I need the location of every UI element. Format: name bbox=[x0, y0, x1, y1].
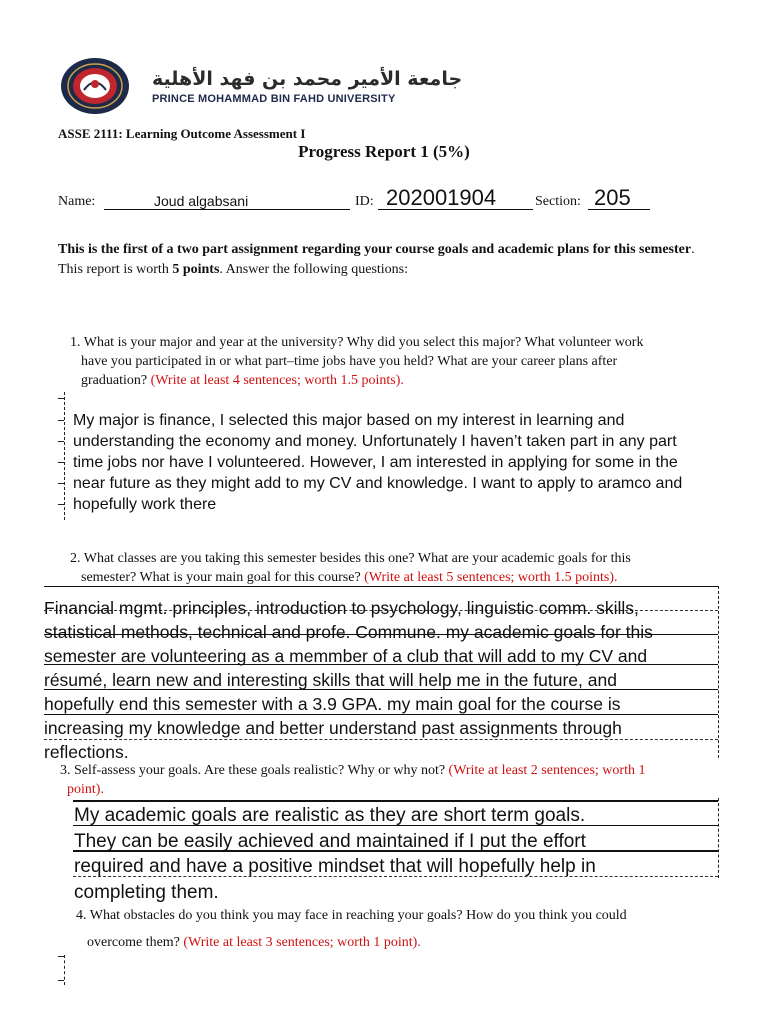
answer-4-margin bbox=[64, 955, 65, 985]
question-1 bbox=[70, 333, 740, 390]
margin-tick bbox=[58, 956, 64, 957]
answer-line: increasing my knowledge and better understand past assignments through bbox=[44, 718, 622, 738]
intro-text1: . This report is worth bbox=[58, 242, 695, 277]
question-1-instruction: (Write at least 4 sentences; worth 1.5 points). bbox=[150, 373, 404, 388]
answer-line: required and have a positive mindset that will hopefully help in bbox=[74, 856, 596, 877]
question-4-instruction: (Write at least 3 sentences; worth 1 point). bbox=[183, 935, 421, 950]
name-value: Joud algabsani bbox=[154, 193, 249, 209]
margin-tick bbox=[58, 398, 64, 399]
answer-line: reflections. bbox=[44, 742, 129, 762]
margin-tick bbox=[58, 441, 64, 442]
name-label: Name: bbox=[58, 194, 96, 209]
answer-line: understanding the economy and money. Unfortunately I haven’t taken part in any part bbox=[73, 433, 677, 450]
margin-tick bbox=[58, 483, 64, 484]
answer-line: hopefully end this semester with a 3.9 GPA. my main goal for the course is bbox=[44, 694, 621, 714]
answer-line: Financial mgmt. principles, introduction to psychology, linguistic comm. skills, bbox=[44, 598, 639, 618]
question-1-line2: have you participated in or what part–time jobs have you held? What are your career plans after bbox=[81, 354, 618, 369]
intro-points: 5 points bbox=[172, 262, 220, 277]
question-3-line1: Self-assess your goals. Are these goals realistic? Why or why not? bbox=[74, 763, 446, 778]
answer-4[interactable] bbox=[66, 955, 716, 1015]
university-logo bbox=[60, 57, 130, 115]
section-label: Section: bbox=[535, 194, 581, 209]
id-value: 202001904 bbox=[386, 185, 497, 210]
question-2-line1: What classes are you taking this semester besides this one? What are your academic goals for this bbox=[83, 551, 631, 566]
answer-3[interactable] bbox=[74, 803, 596, 905]
section-value: 205 bbox=[594, 185, 631, 210]
question-4-number: 4. bbox=[76, 908, 87, 923]
course-code: ASSE 2111: Learning Outcome Assessment I bbox=[58, 126, 306, 141]
answer-line: completing them. bbox=[74, 881, 219, 903]
answer-line: They can be easily achieved and maintained if I put the effort bbox=[74, 830, 586, 852]
question-4 bbox=[76, 906, 746, 952]
question-4-line2: overcome them? bbox=[87, 935, 180, 950]
margin-tick bbox=[58, 504, 64, 505]
university-name-arabic: جامعة الأمير محمد بن فهد الأهلية bbox=[152, 68, 463, 90]
margin-tick bbox=[58, 420, 64, 421]
answer-1-margin bbox=[64, 392, 65, 520]
answer-line: hopefully work there bbox=[73, 496, 217, 513]
answer-line: near future as they might add to my CV and knowledge. I want to apply to aramco and bbox=[73, 475, 683, 492]
question-2 bbox=[70, 549, 740, 587]
answer-line: résumé, learn new and interesting skills that will help me in the future, and bbox=[44, 670, 617, 690]
intro-bold: This is the first of a two part assignment regarding your course goals and academic plans for this semester bbox=[58, 242, 692, 257]
answer-line: My academic goals are realistic as they are short term goals. bbox=[74, 805, 586, 826]
question-2-line2: semester? What is your main goal for this course? bbox=[81, 570, 361, 585]
answer-2[interactable] bbox=[44, 596, 653, 764]
id-field[interactable] bbox=[378, 185, 533, 210]
section-field[interactable] bbox=[588, 185, 650, 210]
margin-tick bbox=[58, 980, 64, 981]
answer-1[interactable] bbox=[73, 410, 682, 515]
question-1-line3: graduation? bbox=[81, 373, 148, 388]
question-2-number: 2. bbox=[70, 551, 81, 566]
answer-line: My major is finance, I selected this major based on my interest in learning and bbox=[73, 412, 625, 429]
university-name-english: PRINCE MOHAMMAD BIN FAHD UNIVERSITY bbox=[152, 93, 396, 105]
id-label: ID: bbox=[355, 194, 374, 209]
question-3-number: 3. bbox=[60, 763, 71, 778]
name-field[interactable] bbox=[104, 194, 350, 210]
answer-line: semester are volunteering as a memmber of a club that will add to my CV and bbox=[44, 646, 648, 666]
question-4-line1: What obstacles do you think you may face in reaching your goals? How do you think you could bbox=[89, 908, 627, 923]
question-1-line1: What is your major and year at the university? Why did you select this major? What volunteer work bbox=[83, 335, 644, 350]
question-3-instruction-a: (Write at least 2 sentences; worth 1 bbox=[448, 763, 646, 778]
question-3 bbox=[60, 761, 740, 799]
question-1-number: 1. bbox=[70, 335, 81, 350]
question-3-instruction-b: point). bbox=[67, 782, 104, 797]
page-title: Progress Report 1 (5%) bbox=[298, 142, 470, 161]
instructions-paragraph bbox=[58, 240, 718, 280]
margin-tick bbox=[58, 462, 64, 463]
question-2-instruction: (Write at least 5 sentences; worth 1.5 points). bbox=[364, 570, 618, 585]
answer-line: statistical methods, technical and profe. Commune. my academic goals for this bbox=[44, 622, 653, 642]
answer-line: time jobs nor have I volunteered. However, I am interested in applying for some in the bbox=[73, 454, 678, 471]
intro-text2: . Answer the following questions: bbox=[219, 262, 409, 277]
